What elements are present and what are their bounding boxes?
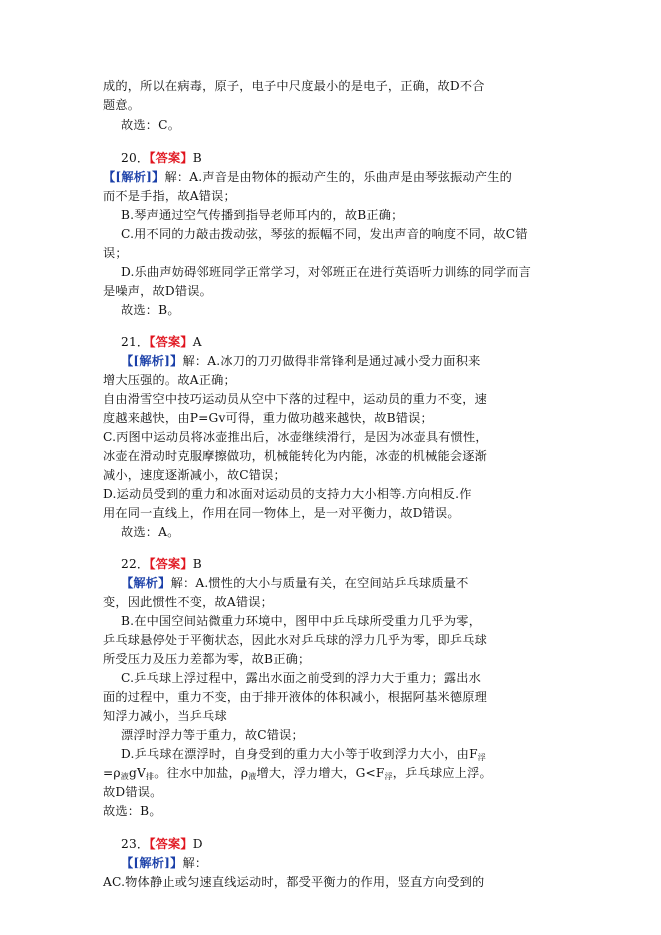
- text: =ρ: [103, 766, 121, 780]
- answer-tag: 【答案】: [149, 837, 193, 851]
- text-line: D.运动员受到的重力和冰面对运动员的支持力大小相等.方向相反.作: [103, 487, 472, 501]
- answer-tag: 【答案】: [149, 151, 193, 165]
- text-line: 故选：B。: [121, 303, 180, 317]
- text: 。往水中加盐，ρ: [154, 766, 249, 780]
- answer-tag: 【答案】: [149, 557, 193, 571]
- text-line: 故选：C。: [121, 118, 181, 132]
- text-line: 乒乓球悬停处于平衡状态，因此水对乒乓球的浮力几乎为零，即乒乓球: [103, 633, 488, 647]
- text-line: 减小，速度逐渐减小，故C错误；: [103, 468, 286, 482]
- text-line: 误；: [103, 246, 128, 260]
- analysis-line: [121, 575, 469, 591]
- text-line: 成的，所以在病毒，原子，电子中尺度最小的是电子，正确，故D不合: [103, 79, 485, 93]
- text-line: 用在同一直线上，作用在同一物体上，是一对平衡力，故D错误。: [103, 506, 460, 520]
- text: gV: [128, 766, 146, 780]
- text-line: 度越来越快，由P=Gv可得，重力做功越来越快，故B错误；: [103, 411, 433, 425]
- text: D.乒乓球在漂浮时，自身受到的重力大小等于收到浮力大小，由F: [121, 747, 478, 761]
- question-number: 21．: [121, 335, 150, 349]
- text-line: B.琴声通过空气传播到指导老师耳内的，故B正确；: [121, 208, 404, 222]
- text: 解：: [182, 856, 208, 870]
- question-21-answer: [121, 334, 202, 350]
- question-number: 20．: [121, 151, 150, 165]
- text: 解：A.惯性的大小与质量有关，在空间站乒乓球质量不: [170, 576, 469, 590]
- text-line: 故选：B。: [103, 804, 162, 818]
- text-line: AC.物体静止或匀速直线运动时，都受平衡力的作用，竖直方向受到的: [103, 875, 485, 889]
- text-line: C.丙图中运动员将冰壶推出后，冰壶继续滑行，是因为冰壶具有惯性，: [103, 430, 488, 444]
- text-line: 而不是手指，故A错误；: [103, 189, 236, 203]
- text: 解：A.冰刀的刀刃做得非常锋利是通过减小受力面积来: [182, 354, 481, 368]
- text-line: 所受压力及压力差都为零，故B正确；: [103, 652, 311, 666]
- answer-value: B: [192, 557, 202, 571]
- answer-value: A: [192, 335, 202, 349]
- subscript: 浮: [384, 772, 393, 781]
- analysis-tag: 【解析】: [121, 576, 171, 590]
- answer-value: B: [192, 151, 202, 165]
- text-line: [121, 746, 486, 766]
- question-number: 22．: [121, 557, 150, 571]
- text-line: 题意。: [103, 98, 141, 112]
- text-line: 面的过程中，重力不变，由于排开液体的体积减小，根据阿基米德原理: [103, 690, 488, 704]
- text-line: 增大压强的。故A正确；: [103, 373, 236, 387]
- text-line: 漂浮时浮力等于重力，故C错误；: [121, 728, 304, 742]
- answer-tag: 【答案】: [149, 335, 193, 349]
- formula-line: [103, 765, 492, 785]
- analysis-line: [121, 855, 207, 871]
- question-number: 23．: [121, 837, 150, 851]
- answer-value: D: [192, 837, 203, 851]
- subscript: 浮: [477, 753, 486, 762]
- text-line: 是噪声，故D错误。: [103, 284, 213, 298]
- text: 解：A.声音是由物体的振动产生的，乐曲声是由琴弦振动产生的: [164, 170, 513, 184]
- subscript: 液: [120, 772, 129, 781]
- text-line: D.乐曲声妨碍邻班同学正常学习，对邻班正在进行英语听力训练的同学而言: [121, 265, 532, 279]
- analysis-tag: 【[解析]】: [121, 856, 183, 870]
- question-22-answer: [121, 556, 202, 572]
- text-line: B.在中国空间站微重力环境中，图甲中乒乓球所受重力几乎为零，: [121, 614, 482, 628]
- text-line: 知浮力减小，当乒乓球: [103, 709, 227, 723]
- text-line: 故D错误。: [103, 785, 163, 799]
- text-line: 自由滑雪空中技巧运动员从空中下落的过程中，运动员的重力不变，速: [103, 392, 488, 406]
- text: 增大，浮力增大，G<F: [256, 766, 385, 780]
- text-line: 故选：A。: [121, 525, 180, 539]
- subscript: 排: [146, 772, 155, 781]
- analysis-line: [103, 169, 512, 185]
- analysis-tag: 【[解析]】: [121, 354, 183, 368]
- text-line: C.用不同的力敲击拨动弦，琴弦的振幅不同，发出声音的响度不同，故C错: [121, 227, 528, 241]
- question-20-answer: [121, 150, 202, 166]
- text-line: 冰壶在滑动时克服摩擦做功，机械能转化为内能，冰壶的机械能会逐渐: [103, 449, 488, 463]
- subscript: 液: [248, 772, 257, 781]
- analysis-tag: 【[解析]】: [103, 170, 165, 184]
- text: ，乒乓球应上浮。: [392, 766, 492, 780]
- text-line: C.乒乓球上浮过程中，露出水面之前受到的浮力大于重力；露出水: [121, 671, 482, 685]
- text-line: 变，因此惯性不变，故A错误；: [103, 595, 274, 609]
- question-23-answer: [121, 836, 203, 852]
- analysis-line: [121, 353, 480, 369]
